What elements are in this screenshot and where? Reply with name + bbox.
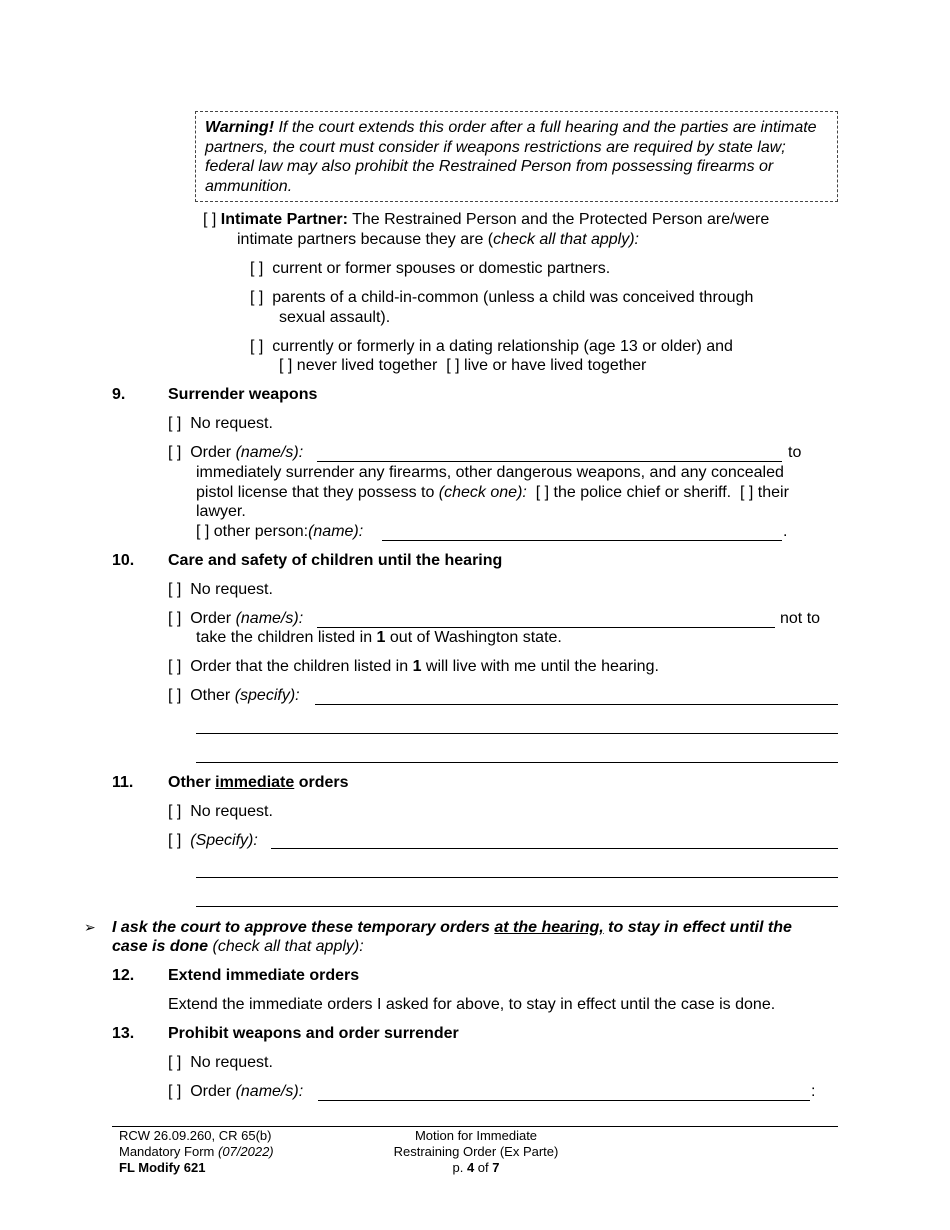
footer-center: [376, 1128, 576, 1176]
intimate-partner-checkbox[interactable]: [ ]: [203, 211, 217, 228]
option-dating-label: currently or formerly in a dating relationship (age 13 or older) and: [272, 338, 733, 355]
warning-box: [195, 111, 838, 202]
s10-live-with-me-checkbox[interactable]: [ ]: [168, 658, 182, 675]
s13-colon: :: [811, 1083, 816, 1100]
footer-page: [376, 1160, 576, 1176]
footer-left: [119, 1128, 274, 1176]
footer-mandatory-text: Mandatory Form: [119, 1144, 218, 1159]
s11-title-c: orders: [294, 774, 349, 791]
footer-rule: [112, 1126, 838, 1127]
footer-date: (07/2022): [217, 1144, 274, 1159]
s10-other-label: Other: [190, 687, 235, 704]
intimate-partner-text: The Restrained Person and the Protected Person are/were: [347, 211, 770, 228]
footer-form-id: FL Modify 621: [119, 1160, 206, 1175]
s11-specify-field-3[interactable]: [196, 906, 838, 907]
section-11-title: [168, 773, 349, 793]
s10-order-checkbox[interactable]: [ ]: [168, 610, 182, 627]
footer-mandatory: [119, 1144, 274, 1160]
s13-order-label: Order: [190, 1083, 236, 1100]
intimate-partner-label: Intimate Partner:: [220, 211, 348, 228]
s9-order-label: Order: [190, 444, 236, 461]
s13-names-label: (name/s):: [235, 1083, 304, 1100]
ask-line-1-c: to stay in effect until the: [603, 919, 792, 936]
s10-specify-label: (specify):: [234, 687, 300, 704]
ask-check-all: (check all that apply):: [208, 938, 364, 955]
s13-no-request: [168, 1053, 273, 1073]
s9-names-field[interactable]: [317, 461, 782, 462]
section-11-number: 11.: [112, 774, 134, 791]
option-parents-label: parents of a child-in-common (unless a child was conceived through: [272, 289, 754, 306]
option-spouses-label: current or former spouses or domestic partners.: [272, 260, 611, 277]
section-13-title: Prohibit weapons and order surrender: [168, 1025, 459, 1042]
s11-specify-label: (Specify):: [190, 832, 258, 849]
s10-order: [168, 609, 303, 629]
s10-line-2-end: out of Washington state.: [385, 629, 562, 646]
checkbox-lived-together[interactable]: [ ]: [446, 357, 460, 374]
s11-no-request-label: No request.: [190, 803, 273, 820]
intimate-partner-line-2: [237, 230, 639, 250]
s10-live-with-me: [168, 657, 659, 677]
s10-no-request-label: No request.: [190, 581, 273, 598]
s10-other-checkbox[interactable]: [ ]: [168, 687, 182, 704]
s10-other-field-1[interactable]: [315, 704, 838, 705]
s10-no-request-checkbox[interactable]: [ ]: [168, 581, 182, 598]
arrow-bullet-icon: ➢: [84, 919, 96, 935]
s10-not-to: not to: [780, 610, 821, 627]
s10-live-ref-1: 1: [412, 658, 422, 675]
s10-names-label: (name/s):: [235, 610, 304, 627]
checkbox-never-lived[interactable]: [ ]: [279, 357, 293, 374]
s9-other-person-field[interactable]: [382, 540, 782, 541]
s10-no-request: [168, 580, 273, 600]
s9-period: .: [783, 523, 788, 540]
s11-no-request: [168, 802, 273, 822]
section-10-title: Care and safety of children until the hearing: [168, 552, 503, 569]
intimate-option-dating: [250, 337, 733, 357]
footer-page-of: of: [474, 1160, 493, 1175]
s11-no-request-checkbox[interactable]: [ ]: [168, 803, 182, 820]
other-person-name-label: (name):: [308, 523, 364, 540]
s10-other: [168, 686, 300, 706]
option-parents-label-2: sexual assault).: [279, 309, 391, 326]
s9-line-2: immediately surrender any firearms, other dangerous weapons, and any concealed: [196, 464, 784, 481]
section-9-number: 9.: [112, 386, 126, 403]
footer-page-a: p.: [452, 1160, 467, 1175]
s9-line-3-text: pistol license that they possess to: [196, 484, 439, 501]
never-lived-label: never lived together: [296, 357, 438, 374]
intimate-option-parents: [250, 288, 753, 308]
police-sheriff-option[interactable]: [ ] the police chief or sheriff.: [535, 484, 732, 501]
dating-suboptions: [279, 356, 646, 376]
ask-line-2: [112, 937, 364, 957]
s9-no-request: [168, 414, 273, 434]
s11-specify: [168, 831, 258, 851]
checkbox-spouses[interactable]: [ ]: [250, 260, 264, 277]
s9-other-person: [196, 522, 363, 542]
checkbox-dating[interactable]: [ ]: [250, 338, 264, 355]
s13-no-request-checkbox[interactable]: [ ]: [168, 1054, 182, 1071]
s10-live-end: will live with me until the hearing.: [421, 658, 659, 675]
intimate-option-spouses: [250, 259, 610, 279]
section-10-number: 10.: [112, 552, 135, 569]
s9-order-checkbox[interactable]: [ ]: [168, 444, 182, 461]
intimate-partner-text-2: intimate partners because they are (: [237, 231, 494, 248]
ask-case-done: case is done: [112, 938, 209, 955]
s11-specify-checkbox[interactable]: [ ]: [168, 832, 182, 849]
s10-ref-1: 1: [376, 629, 386, 646]
section-12-title: Extend immediate orders: [168, 967, 360, 984]
lived-together-label: live or have lived together: [464, 357, 647, 374]
intimate-partner-line: [203, 210, 769, 230]
warning-lead: Warning!: [205, 119, 275, 136]
s10-other-field-2[interactable]: [196, 733, 838, 734]
s13-order-checkbox[interactable]: [ ]: [168, 1083, 182, 1100]
footer-page-number: 4: [466, 1160, 475, 1175]
check-one-note: (check one):: [438, 484, 527, 501]
section-9-title: Surrender weapons: [168, 386, 318, 403]
s9-no-request-label: No request.: [190, 415, 273, 432]
s9-to: to: [788, 444, 802, 461]
s10-live-text: Order that the children listed in: [190, 658, 413, 675]
s9-no-request-checkbox[interactable]: [ ]: [168, 415, 182, 432]
ask-line-1: [112, 918, 792, 938]
s12-text: Extend the immediate orders I asked for above, to stay in effect until the case is done.: [168, 996, 776, 1013]
s9-line-3: [196, 483, 789, 503]
s11-title-a: Other: [168, 774, 216, 791]
s13-no-request-label: No request.: [190, 1054, 273, 1071]
other-person-option[interactable]: [ ] other person:: [196, 523, 309, 540]
footer-rcw: RCW 26.09.260, CR 65(b): [119, 1128, 272, 1143]
warning-text: If the court extends this order after a full hearing and the parties are intimate partners, the court must consider if weapons restrictions are required by state law; federal law may also prohibit the Restrained Person from possessing firearms or ammunition.: [205, 119, 817, 195]
section-13-number: 13.: [112, 1025, 135, 1042]
ask-at-hearing: at the hearing,: [494, 919, 604, 936]
check-all-note: check all that apply):: [493, 231, 639, 248]
s11-specify-field-2[interactable]: [196, 877, 838, 878]
their-option[interactable]: [ ] their: [739, 484, 789, 501]
s13-order: [168, 1082, 303, 1102]
s10-line-2-text: take the children listed in: [196, 629, 377, 646]
s9-names-label: (name/s):: [235, 444, 304, 461]
s11-title-immediate: immediate: [215, 774, 295, 791]
section-12-number: 12.: [112, 967, 135, 984]
s10-other-field-3[interactable]: [196, 762, 838, 763]
s11-specify-field-1[interactable]: [271, 848, 838, 849]
ask-line-1-a: I ask the court to approve these temporary orders: [112, 919, 495, 936]
footer-title-1: Motion for Immediate: [414, 1128, 538, 1143]
s10-line-2: [196, 628, 562, 648]
checkbox-parents[interactable]: [ ]: [250, 289, 264, 306]
s9-line-4: lawyer.: [196, 503, 246, 520]
footer-title-2: Restraining Order (Ex Parte): [393, 1144, 559, 1159]
s10-order-label: Order: [190, 610, 236, 627]
footer-page-total: 7: [492, 1160, 500, 1175]
s9-order: [168, 443, 303, 463]
s13-names-field[interactable]: [318, 1100, 810, 1101]
